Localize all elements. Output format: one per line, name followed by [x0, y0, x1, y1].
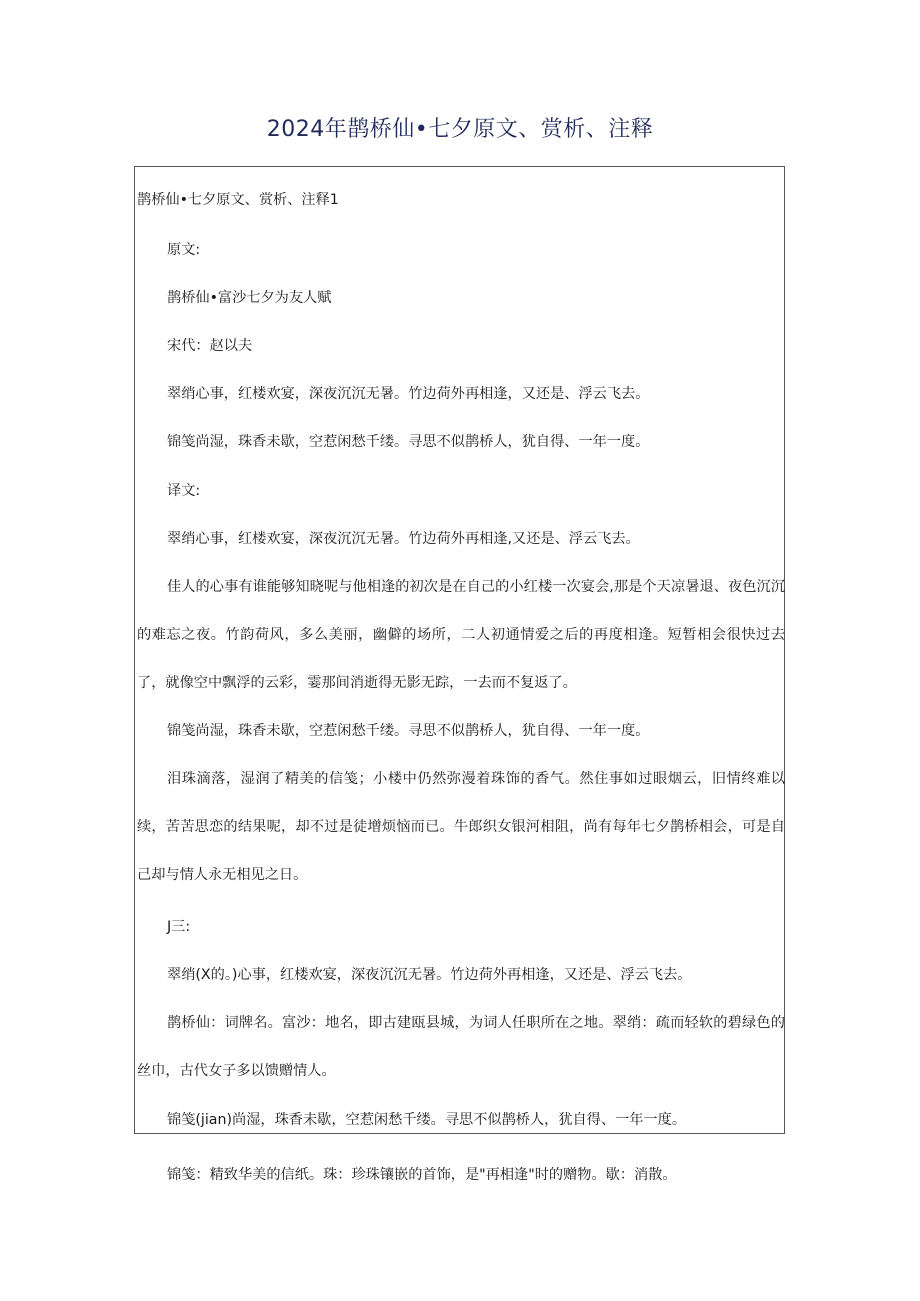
poem-line: 翠绡心事，红楼欢宴，深夜沉沉无暑。竹边荷外再相逢,又还是、浮云飞去。: [167, 531, 640, 547]
translation-paragraph: 佳人的心事有谁能够知晓呢与他相逢的初次是在自己的小红楼一次宴会,那是个天凉暑退、夜色沉沉的难忘之夜。竹韵荷风，多么美丽，幽僻的场所，二人初通情爱之后的再度相逢。短暂相会很快过去了，就像空中飘浮的云彩，霎那间消逝得无影无踪，一去而不复返了。: [137, 579, 785, 691]
poem-line: 锦笺尚湿，珠香未歇，空惹闲愁千缕。寻思不似鹊桥人，犹自得、一年一度。: [167, 723, 650, 739]
label-original-text: 原文:: [167, 242, 201, 258]
poem-line: 翠绡心事，红楼欢宴，深夜沉沉无暑。竹边荷外再相逢，又还是、浮云飞去。: [167, 386, 650, 402]
poem-title: 鹊桥仙•富沙七夕为友人赋: [167, 290, 332, 306]
label-translation: 译文:: [167, 483, 201, 499]
poem-line: 锦笺(jian)尚湿，珠香未歇，空惹闲愁千缕。寻思不似鹊桥人，犹自得、一年一度。: [167, 1112, 687, 1128]
translation-paragraph: 泪珠滴落，湿润了精美的信笺；小楼中仍然弥漫着珠饰的香气。然住事如过眼烟云，旧情终难以续，苦苦思恋的结果呢，却不过是徒增烦恼而已。牛郎织女银河相阻，尚有每年七夕鹊桥相会，可是自己却与情人永无相见之日。: [137, 771, 785, 883]
section-heading: 鹊桥仙•七夕原文、赏析、注释1: [137, 192, 339, 208]
poem-line: 翠绡(X的。)心事，红楼欢宴，深夜沉沉无暑。竹边荷外再相逢，又还是、浮云飞去。: [167, 967, 692, 983]
notes-paragraph: 鹊桥仙：词牌名。富沙：地名，即古建瓯县城，为词人任职所在之地。翠绡：疏而轻软的碧绿色的丝巾，古代女子多以馈赠情人。: [137, 1015, 785, 1079]
poem-author: 宋代：赵以夫: [167, 338, 253, 354]
notes-paragraph: 锦笺：精致华美的信纸。珠：珍珠镶嵌的首饰，是"再相逢"时的赠物。歇：消散。: [167, 1167, 677, 1183]
document-title: 2024年鹊桥仙•七夕原文、赏析、注释: [266, 117, 654, 142]
poem-line: 锦笺尚湿，珠香未歇，空惹闲愁千缕。寻思不似鹊桥人，犹自得、一年一度。: [167, 434, 650, 450]
label-notes: J三:: [167, 919, 191, 935]
